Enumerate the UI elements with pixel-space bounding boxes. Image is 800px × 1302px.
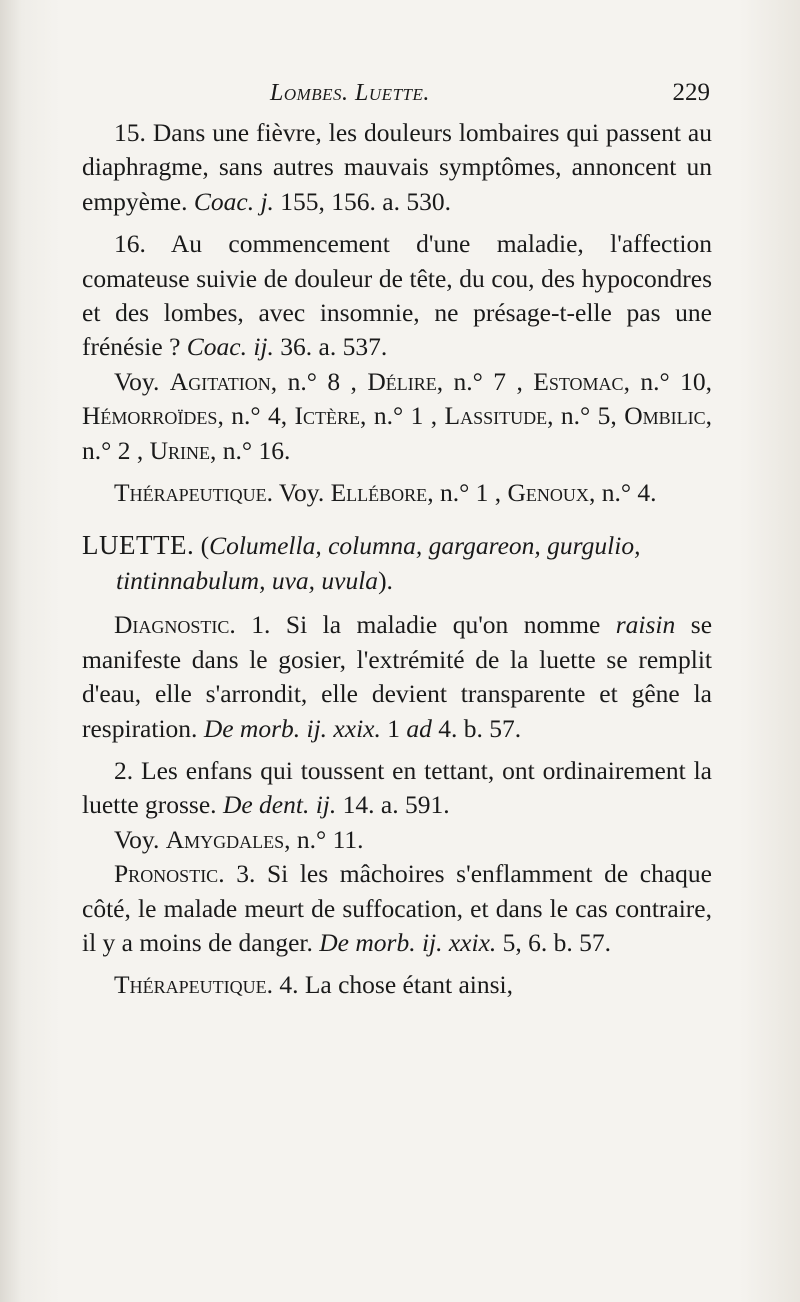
paragraph-16 — [82, 227, 712, 365]
cross-reference-number: , n.° 1 , — [427, 478, 502, 508]
cross-reference-number: , n.° 4, — [217, 401, 288, 431]
cross-reference-term: Ictère — [294, 401, 361, 431]
cross-reference-number: , n.° 7 , — [436, 366, 523, 396]
see-also-label: Voy. — [278, 478, 325, 508]
pronostic-3-text: 3. Si les mâchoires s'enflamment de chaque côté, le malade meurt de suffocation, et dans le cas contraire, il y a moins de danger. — [82, 859, 712, 957]
paragraph-2 — [82, 754, 712, 823]
cross-reference-term: Estomac — [533, 366, 624, 396]
paragraph-2-reference: De dent. ij. — [222, 790, 337, 820]
cross-reference-number: , n.° 2 , — [82, 401, 713, 465]
cross-reference-term: Agitation — [169, 366, 271, 396]
latin-synonyms: Columella, columna, gargareon, gurgulio, tintinnabulum, uva, uvula — [116, 531, 641, 595]
running-head-title: Lombes. Luette. — [270, 80, 430, 106]
page-text-block — [82, 72, 712, 1003]
see-also-label: Voy. — [114, 824, 160, 854]
diagnostic-1-text-start: Si la maladie qu'on nomme — [285, 610, 601, 640]
paragraph-15-reference-numbers: 155, 156. a. 530. — [280, 186, 451, 216]
diagnostic-1-reference-ad: ad — [406, 713, 432, 743]
diagnostic-1-reference-start: 1 — [387, 713, 400, 743]
therapeutique-4-text: 4. La chose étant ainsi, — [279, 970, 513, 1000]
entry-heading-luette — [82, 528, 712, 598]
diagnostic-1-reference: De morb. ij. xxix. — [203, 713, 381, 743]
close-parenthesis: ). — [378, 565, 393, 595]
pronostic-3 — [82, 857, 712, 960]
cross-reference-number: , n.° 11. — [284, 824, 364, 854]
open-parenthesis: ( — [200, 531, 210, 561]
cross-reference-number: , n.° 16. — [210, 435, 291, 465]
see-also-lombes — [82, 365, 712, 468]
section-label-therapeutique: Thérapeutique. — [114, 478, 273, 508]
cross-reference-term: Ombilic — [624, 401, 706, 431]
diagnostic-1 — [82, 608, 712, 746]
cross-reference-number: , n.° 10, — [623, 366, 713, 396]
section-label-pronostic: Pronostic. — [114, 859, 225, 889]
see-also-label: Voy. — [114, 366, 160, 396]
cross-reference-term: Urine — [149, 435, 210, 465]
paragraph-16-reference-numbers: 36. a. 537. — [280, 332, 388, 362]
cross-reference-term: Délire — [367, 366, 437, 396]
entry-title: LUETTE. — [82, 530, 195, 561]
cross-reference-term: Amygdales — [165, 824, 285, 854]
pronostic-3-reference-numbers: 5, 6. b. 57. — [502, 927, 612, 957]
paragraph-2-text: 2. Les enfans qui toussent en tettant, ont ordinairement la luette grosse. — [82, 755, 712, 820]
page-number: 229 — [672, 79, 710, 106]
cross-reference-term: Ellébore — [330, 478, 428, 508]
cross-reference-term: Genoux — [507, 478, 589, 508]
paragraph-15-text: 15. Dans une fièvre, les douleurs lombaires qui passent au diaphragme, sans autres mauvais symptômes, annoncent un empyème. — [82, 118, 712, 216]
cross-reference-number: , n.° 5, — [547, 401, 617, 431]
diagnostic-1-reference-numbers: 4. b. 57. — [438, 713, 522, 743]
diagnostic-1-italic-word: raisin — [615, 610, 676, 640]
paragraph-number: 1. — [251, 610, 271, 640]
section-label-diagnostic: Diagnostic. — [114, 610, 236, 640]
paragraph-16-text: 16. Au commencement d'une maladie, l'affection comateuse suivie de douleur de tête, du cou, des hypocondres et des lombes, avec insomnie, ne présage-t-elle pas une frénésie ? — [82, 229, 712, 362]
paragraph-15-reference: Coac. j. — [193, 186, 274, 216]
pronostic-3-reference: De morb. ij. xxix. — [319, 927, 497, 957]
diagnostic-1-text: se manifeste dans le gosier, l'extrémité de la luette se remplit d'eau, elle s'arrondit, elle devient transparente et gêne la respiration. — [82, 610, 713, 743]
see-also-luette — [82, 823, 712, 857]
therapeutique-lombes — [82, 476, 712, 510]
cross-reference-number: , n.° 1 , — [360, 401, 438, 431]
paragraph-16-reference: Coac. ij. — [186, 332, 274, 362]
section-label-therapeutique: Thérapeutique. — [114, 970, 273, 1000]
cross-reference-term: Hémorroïdes — [82, 401, 218, 431]
paragraph-15 — [82, 116, 712, 219]
therapeutique-4 — [82, 968, 712, 1002]
paragraph-2-reference-numbers: 14. a. 591. — [342, 790, 450, 820]
cross-reference-number: , n.° 4. — [588, 478, 657, 508]
running-head — [82, 72, 712, 116]
cross-reference-term: Lassitude — [444, 401, 548, 431]
cross-reference-number: , n.° 8 , — [270, 366, 357, 396]
